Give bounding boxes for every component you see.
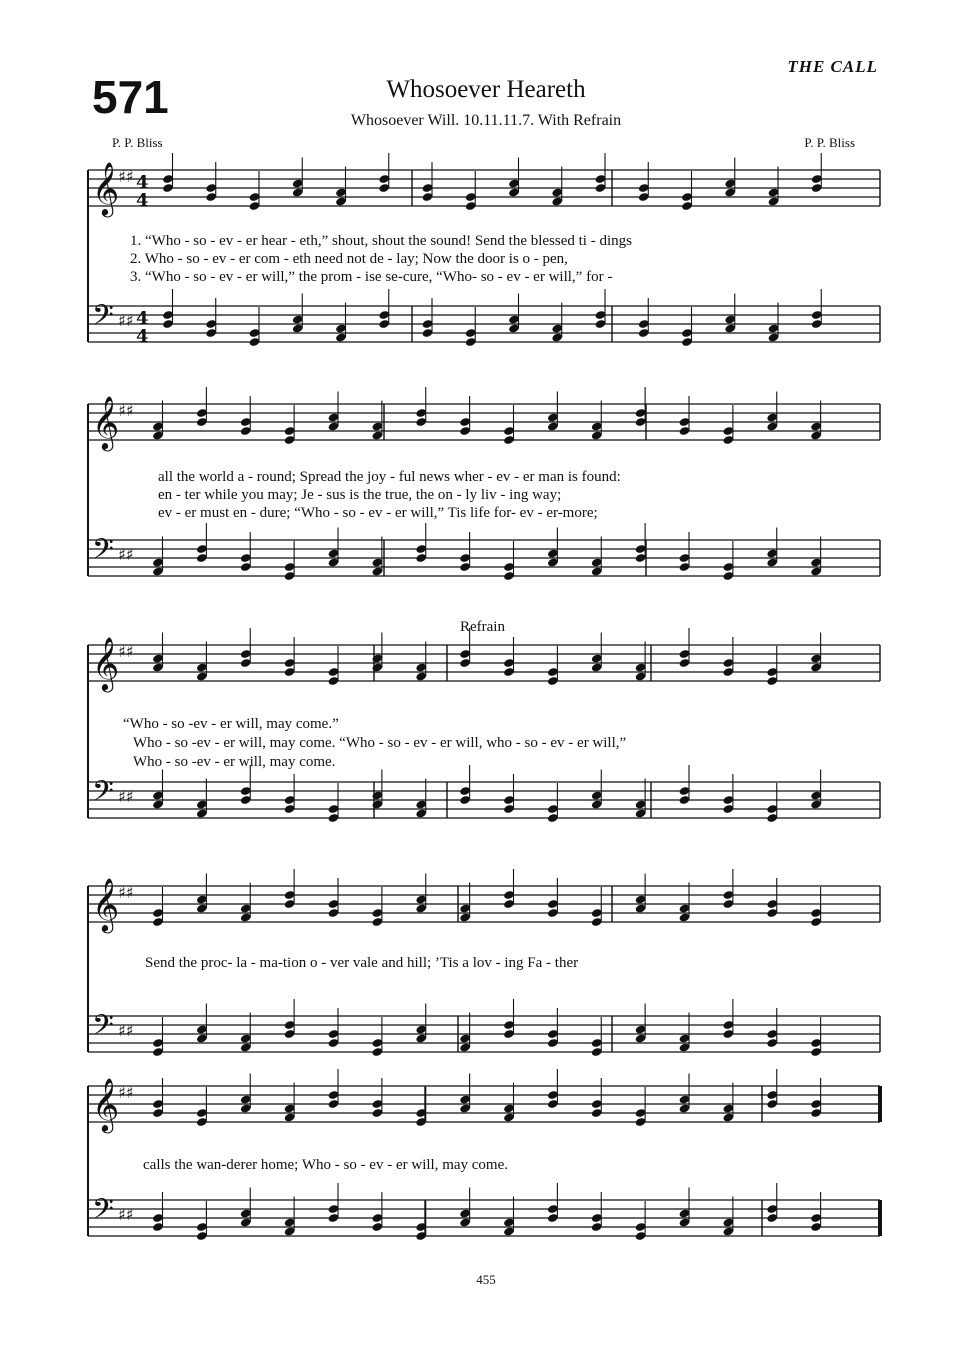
composer-left: P. P. Bliss: [112, 135, 163, 150]
key-signature-icon: ♯♯: [118, 1083, 134, 1102]
time-signature: 4: [136, 172, 149, 193]
lyric-line: “Who - so -ev - er will, may come.”: [123, 716, 339, 732]
lyric-line: 2. Who - so - ev - er com - eth need not de - lay; Now the door is o - pen,: [130, 251, 568, 267]
page-number: 455: [476, 1272, 496, 1287]
section-title: THE CALL: [787, 57, 878, 76]
time-signature: 4: [136, 326, 149, 347]
lyric-line: calls the wan-derer home; Who - so - ev - er will, may come.: [143, 1157, 509, 1173]
treble-clef-icon: 𝄞: [92, 395, 120, 449]
treble-clef-icon: 𝄞: [92, 161, 120, 215]
lyric-line: Send the proc- la - ma-tion o - ver vale and hill; ’Tis a lov - ing Fa - ther: [145, 955, 579, 971]
treble-clef-icon: 𝄞: [92, 636, 120, 690]
composer-right: P. P. Bliss: [804, 135, 855, 150]
key-signature-icon: ♯♯: [118, 883, 134, 902]
lyric-line: en - ter while you may; Je - sus is the true, the on - ly liv - ing way;: [158, 487, 562, 503]
time-signature: 4: [136, 308, 149, 329]
key-signature-icon: ♯♯: [118, 311, 134, 330]
key-signature-icon: ♯♯: [118, 1021, 134, 1040]
treble-clef-icon: 𝄞: [92, 1077, 120, 1131]
lyric-line: Who - so -ev - er will, may come. “Who - so - ev - er will, who - so - ev - er will,”: [133, 735, 627, 751]
time-signature: 4: [136, 190, 149, 211]
bass-clef-icon: 𝄢: [92, 299, 114, 339]
treble-clef-icon: 𝄞: [92, 877, 120, 931]
bass-clef-icon: 𝄢: [92, 533, 114, 573]
bass-clef-icon: 𝄢: [92, 775, 114, 815]
key-signature-icon: ♯♯: [118, 401, 134, 420]
lyric-line: 1. “Who - so - ev - er hear - eth,” shout, shout the sound! Send the blessed ti - dings: [130, 233, 632, 249]
key-signature-icon: ♯♯: [118, 787, 134, 806]
bass-clef-icon: 𝄢: [92, 1193, 114, 1233]
hymn-number: 571: [92, 71, 169, 123]
bass-clef-icon: 𝄢: [92, 1009, 114, 1049]
key-signature-icon: ♯♯: [118, 167, 134, 186]
lyric-line: ev - er must en - dure; “Who - so - ev - er will,” Tis life for- ev - er-more;: [158, 505, 598, 521]
key-signature-icon: ♯♯: [118, 1205, 134, 1224]
lyric-line: 3. “Who - so - ev - er will,” the prom - ise se-cure, “Who- so - ev - er will,” for -: [130, 269, 613, 285]
refrain-label: Refrain: [460, 619, 505, 635]
tune-meter-line: Whosoever Will. 10.11.11.7. With Refrain: [350, 112, 622, 129]
lyric-line: Who - so -ev - er will, may come.: [133, 754, 336, 770]
hymn-title: Whosoever Heareth: [386, 76, 586, 103]
lyric-line: all the world a - round; Spread the joy - ful news wher - ev - er man is found:: [158, 469, 621, 485]
key-signature-icon: ♯♯: [118, 642, 134, 661]
key-signature-icon: ♯♯: [118, 545, 134, 564]
